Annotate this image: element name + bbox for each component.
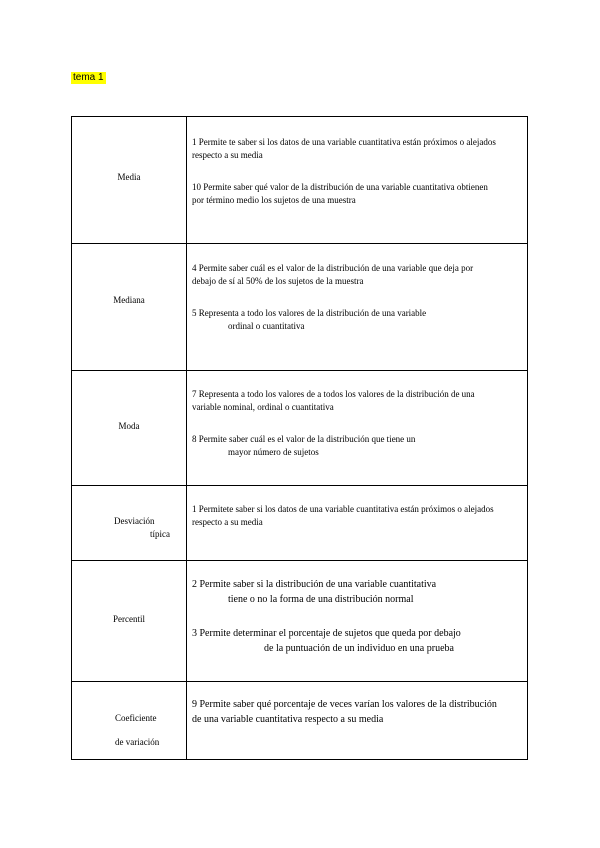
definition-2-line1: 2 Permite saber si la distribución de una variable cuantitativa	[192, 579, 437, 590]
definition-cell	[187, 117, 528, 244]
table-row	[72, 486, 528, 561]
definition-7: 7 Representa a todo los valores de a todos los valores de la distribución de una variable nominal, ordinal o cuantitativa	[192, 389, 475, 412]
table-row	[72, 682, 528, 760]
definition-cell	[187, 371, 528, 486]
term-percentil: Percentil	[113, 613, 145, 624]
term-media: Media	[117, 172, 141, 182]
definition-2-line2: tiene o no la forma de una distribución normal	[228, 594, 414, 605]
term-desviacion-tipica	[72, 486, 186, 541]
definition-1: 1 Permite te saber si los datos de una variable cuantitativa están próximos o alejados respecto a su media	[192, 137, 496, 160]
definition-8-line2: mayor número de sujetos	[228, 447, 319, 457]
definition-cell	[187, 561, 528, 682]
definition-5-line1: 5 Representa a todo los valores de la distribución de una variable	[192, 308, 427, 318]
definition-3-line1: 3 Permite determinar el porcentaje de sujetos que queda por debajo	[192, 628, 461, 639]
definition-3-line2: de la puntuación de un individuo en una prueba	[264, 643, 454, 654]
table-row	[72, 561, 528, 682]
table-row	[72, 117, 528, 244]
term-coeficiente-line1: Coeficiente	[115, 713, 157, 723]
term-desviacion-line1: Desviación	[114, 516, 155, 526]
definition-2	[187, 561, 527, 607]
term-cell	[72, 371, 187, 486]
definition-cell	[187, 486, 528, 561]
definition-9: 9 Permite saber qué porcentaje de veces varían los valores de la distribución de una variable cuantitativa respecto a su media	[192, 699, 497, 725]
definition-3	[187, 607, 527, 656]
table-row	[72, 244, 528, 371]
definition-8	[187, 414, 527, 459]
table-row	[72, 371, 528, 486]
term-cell	[72, 486, 187, 561]
definition-4: 4 Permite saber cuál es el valor de la distribución de una variable que deja por debajo de sí al 50% de los sujetos de la muestra	[192, 263, 474, 286]
term-cell	[72, 561, 187, 682]
definition-cell	[187, 682, 528, 760]
term-mediana: Mediana	[113, 295, 145, 305]
definition-cell	[187, 244, 528, 371]
term-desviacion-line2: típica	[150, 529, 170, 539]
term-moda: Moda	[118, 420, 140, 431]
definition-10: 10 Permite saber qué valor de la distribución de una variable cuantitativa obtienen por término medio los sujetos de una muestra	[192, 182, 488, 205]
definition-5-line2: ordinal o cuantitativa	[228, 321, 305, 331]
definition-1b: 1 Permitete saber si los datos de una variable cuantitativa están próximos o alejados respecto a su media	[192, 504, 494, 527]
term-cell	[72, 244, 187, 371]
terms-table	[71, 116, 528, 760]
definition-8-line1: 8 Permite saber cuál es el valor de la distribución que tiene un	[192, 434, 416, 444]
term-coeficiente-line2: de variación	[115, 737, 160, 747]
term-cell	[72, 117, 187, 244]
term-coeficiente-variacion	[72, 682, 186, 749]
term-cell	[72, 682, 187, 760]
page-title: tema 1	[73, 72, 104, 83]
definition-5	[187, 288, 527, 333]
